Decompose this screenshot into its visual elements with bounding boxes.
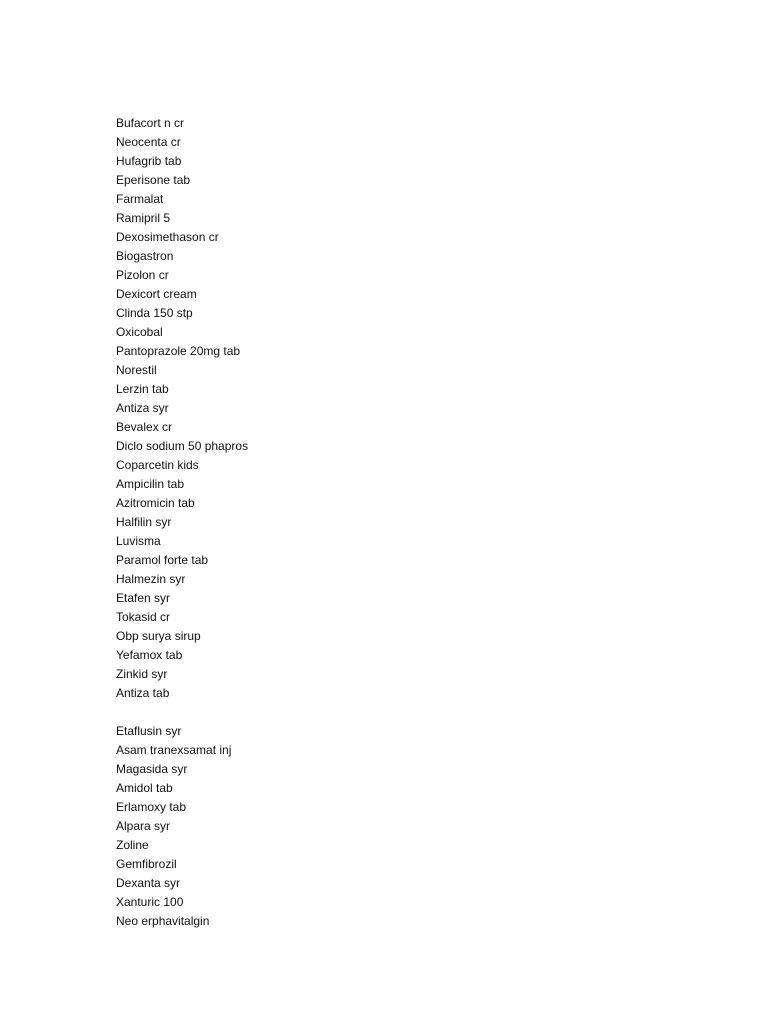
list-item: Gemfibrozil [116,857,177,871]
medicine-list [116,114,248,931]
list-item: Amidol tab [116,781,173,795]
list-item: Hufagrib tab [116,154,182,168]
list-item: Antiza tab [116,686,170,700]
list-item: Dexanta syr [116,876,181,890]
list-item: Farmalat [116,192,164,206]
list-item: Tokasid cr [116,610,171,624]
list-item: Azitromicin tab [116,496,195,510]
list-item: Bufacort n cr [116,116,185,130]
list-item: Xanturic 100 [116,895,184,909]
medicine-group-2 [116,722,248,931]
list-item: Pantoprazole 20mg tab [116,344,241,358]
list-item: Dexicort cream [116,287,197,301]
list-item: Erlamoxy tab [116,800,187,814]
list-item: Zoline [116,838,149,852]
list-item: Neo erphavitalgin [116,914,210,928]
list-item: Etaflusin syr [116,724,182,738]
list-item: Biogastron [116,249,174,263]
list-item: Alpara syr [116,819,171,833]
list-item: Ramipril 5 [116,211,171,225]
list-item: Pizolon cr [116,268,169,282]
list-item: Norestil [116,363,157,377]
list-item: Asam tranexsamat inj [116,743,232,757]
list-item: Yefamox tab [116,648,183,662]
list-item: Ampicilin tab [116,477,185,491]
list-item: Coparcetin kids [116,458,199,472]
list-item: Diclo sodium 50 phapros [116,439,249,453]
list-item: Antiza syr [116,401,169,415]
list-item: Halfilin syr [116,515,172,529]
list-item: Zinkid syr [116,667,168,681]
medicine-group-1 [116,114,248,703]
list-item: Bevalex cr [116,420,173,434]
list-item: Etafen syr [116,591,171,605]
list-item: Clinda 150 stp [116,306,193,320]
list-item: Neocenta cr [116,135,181,149]
list-item: Paramol forte tab [116,553,209,567]
list-item: Oxicobal [116,325,163,339]
list-item: Obp surya sirup [116,629,201,643]
list-item: Eperisone tab [116,173,191,187]
list-item: Luvisma [116,534,161,548]
list-item: Magasida syr [116,762,188,776]
list-item: Dexosimethason cr [116,230,219,244]
list-item: Lerzin tab [116,382,169,396]
list-item: Halmezin syr [116,572,186,586]
